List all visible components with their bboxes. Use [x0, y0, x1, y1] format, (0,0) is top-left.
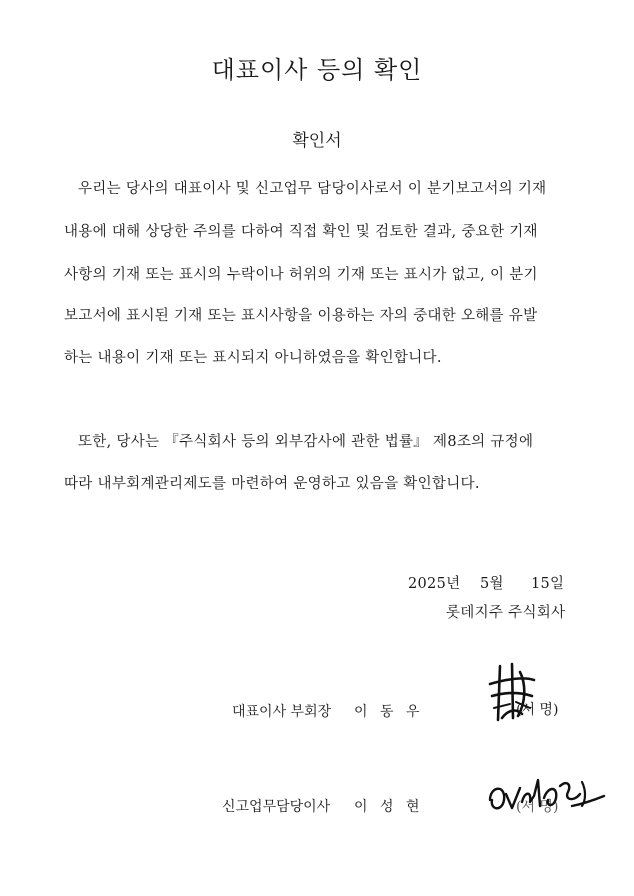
signer-seal-label: (서 명)	[516, 799, 559, 815]
document-title: 대표이사 등의 확인	[211, 56, 423, 84]
paragraph-line: 우리는 당사의 대표이사 및 신고업무 담당이사로서 이 분기보고서의 기재	[78, 181, 547, 197]
document-subtitle: 확인서	[292, 131, 342, 151]
signer-name: 이 성 현	[354, 799, 420, 815]
paragraph-line: 내용에 대해 상당한 주의를 다하여 직접 확인 및 검토한 결과, 중요한 기재	[64, 224, 538, 240]
date-day: 15일	[531, 576, 565, 592]
signer-role: 대표이사 부회장	[232, 704, 332, 720]
signer-seal-label: (서 명)	[516, 702, 559, 718]
paragraph-line: 사항의 기재 또는 표시의 누락이나 허위의 기재 또는 표시가 없고, 이 분기	[64, 267, 538, 283]
paragraph-line: 보고서에 표시된 기재 또는 표시사항을 이용하는 자의 중대한 오해를 유발	[64, 308, 538, 324]
signer-name: 이 동 우	[354, 704, 420, 720]
paragraph-line: 하는 내용이 기재 또는 표시되지 아니하였음을 확인합니다.	[64, 350, 442, 366]
company-name: 롯데지주 주식회사	[446, 605, 566, 621]
date-year: 2025년	[408, 576, 461, 592]
paragraph-line: 따라 내부회계관리제도를 마련하여 운영하고 있음을 확인합니다.	[64, 476, 480, 492]
handwritten-signature	[486, 772, 606, 818]
handwritten-signature	[486, 662, 536, 724]
paragraph-line: 또한, 당사는 『주식회사 등의 외부감사에 관한 법률』 제8조의 규정에	[78, 434, 534, 450]
signer-role: 신고업무담당이사	[222, 799, 331, 815]
date-month: 5월	[480, 576, 504, 592]
